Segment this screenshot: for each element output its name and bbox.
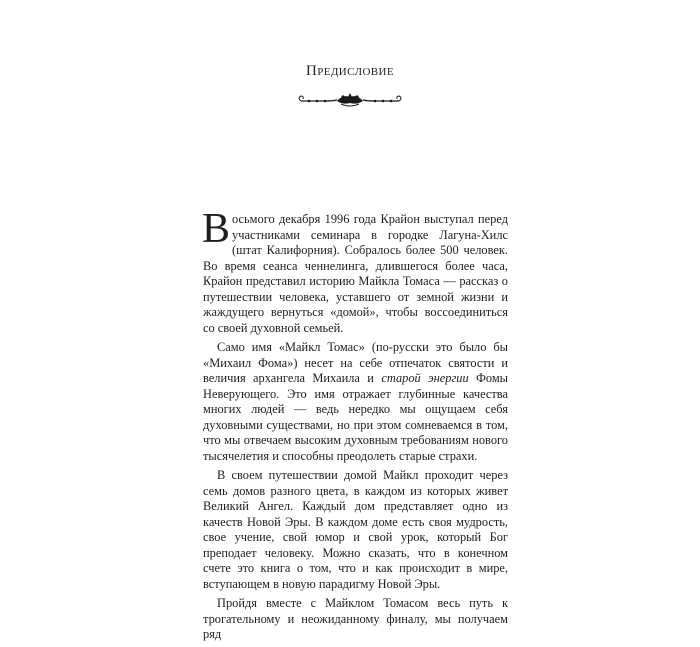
paragraph-2 [203,340,508,464]
paragraph-4: Пройдя вместе с Майклом Томасом весь путь к трогательному и неожиданному финалу, мы получаем ряд [203,596,508,641]
paragraph-1-text: осьмого декабря 1996 года Крайон выступал перед участниками семинара в городке Лагуна-Хилс (штат Калифорния). Собралось более 500 человек. Во время сеанса ченнелинга, длившегося более часа, Крайон представил историю Майкла Томаса — рассказ о путешествии человека, уставшего от земной жизни и жаждущего вернуться «домой», чтобы воссоединиться со своей духовной семьей. [203,212,508,335]
decorative-flourish-icon [295,92,405,108]
paragraph-2-text-before: Само имя «Майкл Томас» (по-русски это было бы «Михаил Фома») несет на себе отпечаток святости и величия архангела Михаила и [203,340,508,385]
paragraph-2-italic-phrase: старой энергии [381,371,469,385]
paragraph-1 [202,206,508,336]
paragraph-2-text-after: Фомы Неверующего. Это имя отражает глубинные качества многих людей — ведь нередко мы ощущаем себя духовными существами, но при этом сомневаемся в том, что мы отвечаем высоким духовным требованиям нового тысячелетия и способны преодолеть старые страхи. [203,371,508,463]
paragraph-3: В своем путешествии домой Майкл проходит через семь домов разного цвета, в каждом из которых живет Великий Ангел. Каждый дом представляет одно из качеств Новой Эры. В каждом доме есть своя мудрость, свое учение, свой юмор и свой урок, который Бог преподает человеку. Можно сказать, что в конечном счете это книга о том, что и как происходит в мире, вступающем в новую парадигму Новой Эры. [203,468,508,591]
drop-cap: В [202,206,231,252]
body-text [202,206,508,647]
chapter-title: Предисловие [306,63,394,79]
